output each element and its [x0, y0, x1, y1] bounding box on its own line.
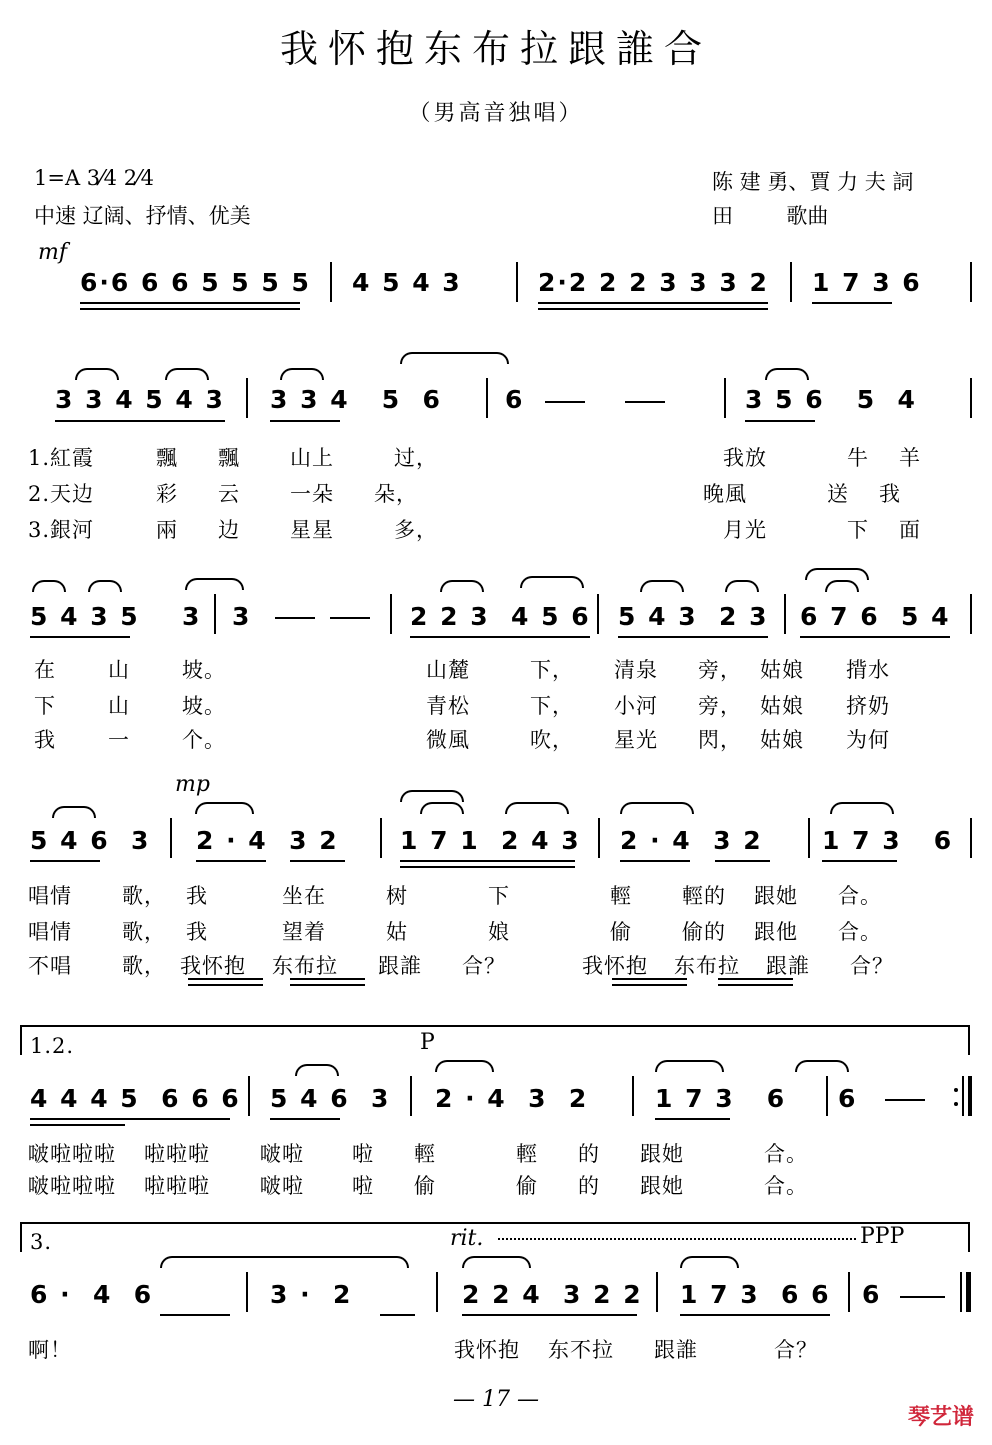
beam: [462, 1314, 637, 1316]
dynamic-p: P: [420, 1030, 435, 1055]
beam: [270, 420, 340, 422]
measure-notes: 5 4 6 3: [30, 826, 151, 855]
final-barline-thick: [966, 1272, 971, 1312]
slur: [88, 580, 122, 592]
barline: [597, 594, 599, 634]
beam: [160, 1314, 230, 1316]
final-barline: [960, 1272, 962, 1312]
measure-notes: 1 7 1 2 4 3: [400, 826, 581, 855]
lyric-line-1: 唱情 歌， 我 坐在 树 下 輕 輕的 跟她 合。: [28, 884, 882, 908]
tie: [400, 352, 509, 364]
volta-label-3: 3.: [30, 1230, 53, 1254]
beam: [55, 420, 225, 422]
tie: [185, 578, 244, 590]
measure-notes: 5 4 3 2 3: [618, 602, 769, 631]
barline: [808, 818, 810, 858]
barline: [970, 594, 972, 634]
barline: [970, 378, 972, 418]
beam: [800, 636, 950, 638]
slur: [725, 580, 759, 592]
lyric-line-1: 在 山 坡。 山麓 下， 清泉 旁， 姑娘 揹水: [34, 658, 890, 682]
measure-notes: 3 3 4 5 6: [270, 385, 442, 414]
measure-notes: 1 7 3 6: [812, 268, 922, 297]
barline: [248, 1076, 250, 1116]
beam: [400, 866, 575, 868]
measure-notes: 4 5 4 3: [352, 268, 462, 297]
beam: [80, 308, 300, 310]
page-subtitle: （男高音独唱）: [408, 101, 584, 126]
measure-notes: 4 4 4 5 6 6 6: [30, 1084, 241, 1113]
slur: [620, 802, 694, 814]
lyric-line-2: 唱情 歌， 我 望着 姑 娘 偷 偷的 跟他 合。: [28, 920, 882, 944]
beam: [715, 860, 770, 862]
lyric-line-1: 啵啦啦啦 啦啦啦 啵啦 啦 輕 輕 的 跟她 合。: [28, 1142, 808, 1166]
measure-notes: 5 4 6 3: [270, 1084, 391, 1113]
barline: [330, 262, 332, 302]
barline: [970, 818, 972, 858]
barline: [784, 594, 786, 634]
volta-bracket-left: [20, 1222, 22, 1252]
measure-notes: 2 · 4 3 2: [435, 1084, 589, 1113]
barline: [246, 378, 248, 418]
beam: [410, 636, 590, 638]
slur: [160, 1256, 409, 1268]
measure-notes: 3 3 4 5 4 3: [55, 385, 225, 414]
underline: [188, 978, 263, 980]
lyric-line-1: 1.紅霞 飄 飄 山上 过， 我放 牛 羊: [28, 446, 922, 470]
measure-notes: 6: [862, 1280, 882, 1309]
repeat-dot: [954, 1102, 958, 1106]
barline: [486, 378, 488, 418]
barline: [246, 1272, 248, 1312]
repeat-barline-thick: [968, 1076, 972, 1116]
volta-bracket-right: [968, 1222, 970, 1252]
lyric-line-2: 下 山 坡。 青松 下， 小河 旁， 姑娘 挤奶: [34, 694, 890, 718]
key-signature: 1=A 3⁄4 2⁄4: [34, 166, 154, 190]
barline: [390, 594, 392, 634]
slur: [825, 580, 859, 592]
barline: [970, 262, 972, 302]
watermark-logo: 琴艺谱: [907, 1405, 974, 1430]
beam: [30, 860, 100, 862]
measure-notes: 3: [182, 602, 202, 631]
barline: [790, 262, 792, 302]
barline: [516, 262, 518, 302]
lyric-line-final: 啊！ 我怀抱 东不拉 跟誰 合？: [28, 1338, 818, 1362]
volta-bracket-left: [20, 1025, 22, 1055]
barline: [826, 1076, 828, 1116]
measure-notes: 3 5 6 5 4: [745, 385, 917, 414]
slur: [440, 580, 484, 592]
beam: [620, 860, 690, 862]
barline: [724, 378, 726, 418]
beam: [80, 302, 300, 304]
beam: [538, 308, 768, 310]
tempo-marking: 中速 辽阔、抒情、优美: [34, 204, 251, 228]
underline: [188, 984, 263, 986]
dash: [275, 617, 315, 619]
slur: [830, 802, 894, 814]
measure-notes: 2 · 4 3 2: [196, 826, 339, 855]
slur: [400, 790, 464, 802]
measure-notes: 6: [838, 1084, 858, 1113]
measure-notes: 2 · 4 3 2: [620, 826, 763, 855]
beam: [822, 860, 897, 862]
barline: [380, 818, 382, 858]
measure-notes: 2 2 4 3 2 2: [462, 1280, 643, 1309]
slur: [640, 580, 684, 592]
slur: [32, 580, 66, 592]
lyric-line-2: 啵啦啦啦 啦啦啦 啵啦 啦 偷 偷 的 跟她 合。: [28, 1174, 808, 1198]
measure-notes: 1 7 3 6 6: [680, 1280, 831, 1309]
measure-notes: 5 4 3 5: [30, 602, 140, 631]
barline: [436, 1272, 438, 1312]
slur: [195, 802, 254, 814]
tie: [795, 1060, 849, 1072]
underline: [290, 978, 365, 980]
slur: [655, 1060, 724, 1072]
beam: [30, 1124, 125, 1126]
dynamic-mf: mf: [38, 240, 68, 265]
barline: [598, 818, 600, 858]
composer-credit: 田 歌曲: [712, 204, 829, 228]
beam: [680, 1314, 830, 1316]
measure-notes: 2·2 2 2 3 3 3 2: [538, 268, 769, 297]
measure-notes: 3 · 2: [270, 1280, 353, 1309]
slur: [462, 1256, 531, 1268]
slur: [280, 368, 324, 380]
rit-marking: rit.: [450, 1226, 484, 1251]
repeat-barline: [962, 1076, 964, 1116]
measure-notes: 6 7 6 5 4: [800, 602, 951, 631]
volta-label-1-2: 1.2.: [30, 1034, 75, 1058]
measure-notes: 6: [505, 385, 525, 414]
underline: [612, 978, 687, 980]
lyric-line-3: 3.銀河 兩 边 星星 多， 月光 下 面: [28, 518, 922, 542]
measure-notes: 6·6 6 6 5 5 5 5: [80, 268, 311, 297]
barline: [214, 594, 216, 634]
beam: [400, 860, 575, 862]
barline: [656, 1272, 658, 1312]
volta-bracket-right: [968, 1025, 970, 1055]
slur: [520, 576, 584, 588]
measure-notes: 3: [232, 602, 252, 631]
beam: [812, 302, 892, 304]
measure-notes: 6 · 4 6: [30, 1280, 154, 1309]
lyricist-credit: 陈 建 勇、賈 力 夫 詞: [712, 170, 914, 194]
dash: [625, 401, 665, 403]
lyric-line-2: 2.天边 彩 云 一朵 朵， 晚風 送 我: [28, 482, 902, 506]
slur: [52, 806, 96, 818]
beam: [290, 860, 345, 862]
slur: [75, 368, 119, 380]
beam: [745, 420, 815, 422]
measure-notes: 1 7 3 6: [822, 826, 954, 855]
slur: [505, 802, 569, 814]
slur: [680, 1256, 739, 1268]
underline: [718, 984, 793, 986]
slur: [805, 568, 869, 580]
volta-bracket: [20, 1222, 970, 1224]
beam: [30, 636, 130, 638]
measure-notes: 2 2 3 4 5 6: [410, 602, 591, 631]
dynamic-mp: mp: [175, 772, 210, 797]
volta-bracket: [20, 1025, 970, 1027]
underline: [290, 984, 365, 986]
barline: [632, 1076, 634, 1116]
page-number: — 17 —: [453, 1387, 539, 1412]
dash: [900, 1296, 945, 1298]
slur: [435, 1060, 494, 1072]
barline: [170, 818, 172, 858]
beam: [270, 1118, 340, 1120]
repeat-dot: [954, 1088, 958, 1092]
lyric-line-3: 不唱 歌， 我怀抱 东布拉 跟誰 合？ 我怀抱 东布拉 跟誰 合？: [28, 954, 894, 978]
underline: [718, 978, 793, 980]
rit-extension: [498, 1238, 856, 1240]
beam: [196, 860, 266, 862]
measure-notes: 1 7 3 6: [655, 1084, 787, 1113]
beam: [655, 1118, 730, 1120]
underline: [612, 984, 687, 986]
barline: [410, 1076, 412, 1116]
slur: [165, 368, 209, 380]
slur: [765, 368, 809, 380]
beam: [30, 1118, 230, 1120]
page-title: 我怀抱东布拉跟誰合: [279, 27, 712, 71]
dynamic-ppp: PPP: [860, 1224, 905, 1249]
dash: [545, 401, 585, 403]
lyric-line-3: 我 一 个。 微風 吹， 星光 閃， 姑娘 为何: [34, 728, 890, 752]
barline: [848, 1272, 850, 1312]
dash: [330, 617, 370, 619]
slur: [420, 802, 464, 814]
beam: [538, 302, 768, 304]
beam: [618, 636, 768, 638]
slur: [295, 1064, 339, 1076]
dash: [885, 1099, 925, 1101]
beam: [380, 1314, 415, 1316]
